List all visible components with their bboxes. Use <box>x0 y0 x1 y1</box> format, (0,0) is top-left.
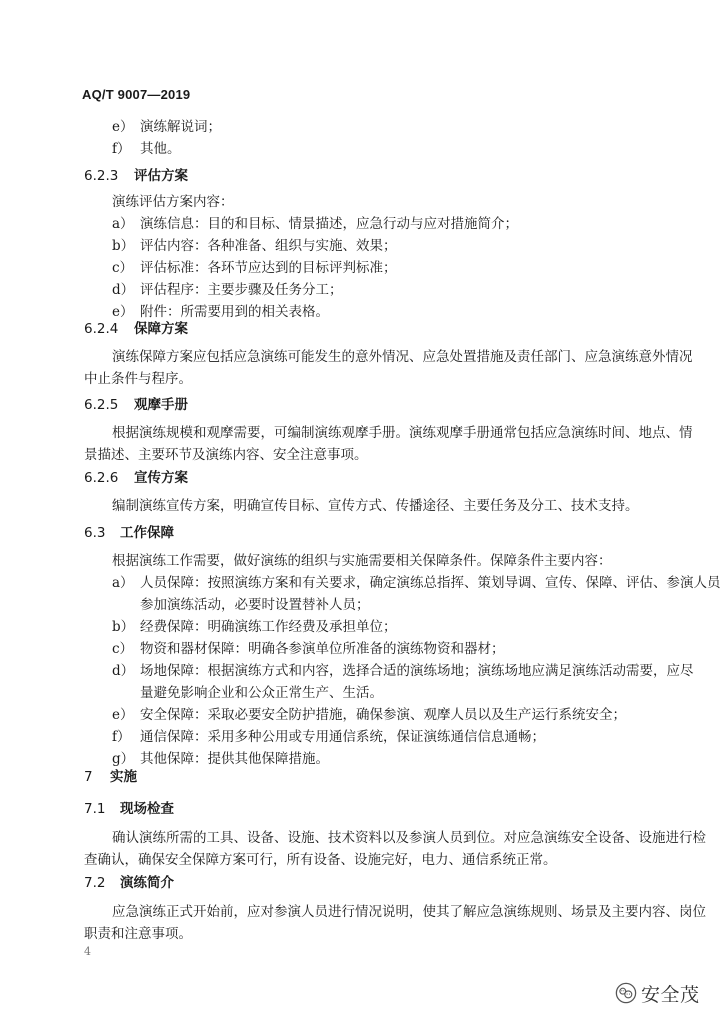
list-item-continuation: 参加演练活动，必要时设置替补人员； <box>140 597 370 613</box>
section-heading-6-2-4: 6.2.4 保障方案 <box>84 321 188 337</box>
paragraph: 职责和注意事项。 <box>84 926 192 942</box>
paragraph: 景描述、主要环节及演练内容、安全注意事项。 <box>84 447 368 463</box>
watermark <box>615 982 700 1004</box>
document-page: AQ/T 9007—2019 e） 演练解说词； f） 其他。 6.2.3 评估方案 演练评估方案内容： a） 演练信息：目的和目标、情景描述，应急行动与应对措施简介； b） 评估内容：各种准备、组织与实施、效果； c） 评估标准：各环节应达到的目标评判标准； d） 评估程序：主要步骤及任务分工； e） 附件：所需要用到的相关表格。 6.2.4 保障方案 演练保障方案应包括应急演练可能发生的意外情况、应急处置措施及责任部门、应急演练意外情况 中止条件与程序。 6.2.5 观摩手册 根据演练规模和观摩需要，可编制演练观摩手册。演练观摩手册通常包括应急演练时间、地点、情 景描述、主要环节及演练内容、安全注意事项。 6.2.6 宣传方案 编制演练宣传方案，明确宣传目标、宣传方式、传播途径、主要任务及分工、技术支持。 6.3 工作保障 根据演练工作需要，做好演练的组织与实施需要相关保障条件。保障条件主要内容： a） 人员保障：按照演练方案和有关要求，确定演练总指挥、策划导调、宣传、保障、评估、参演人员 参加演练活动，必要时设置替补人员； b） 经费保障：明确演练工作经费及承担单位； c） 物资和器材保障：明确各参演单位所准备的演练物资和器材； d） 场地保障：根据演练方式和内容，选择合适的演练场地；演练场地应满足演练活动需要，应尽 量避免影响企业和公众正常生产、生活。 e） 安全保障：采取必要安全防护措施，确保参演、观摩人员以及生产运行系统安全； f） 通信保障：采用多种公用或专用通信系统，保证演练通信信息通畅； g） 其他保障：提供其他保障措施。 7 实施 7.1 现场检查 确认演练所需的工具、设备、设施、技术资料以及参演人员到位。对应急演练安全设备、设施进行检 查确认，确保安全保障方案可行，所有设备、设施完好，电力、通信系统正常。 7.2 演练简介 应急演练正式开始前，应对参演人员进行情况说明，使其了解应急演练规则、场景及主要内容、岗位 职责和注意事项。 4 安全茂 <box>82 87 721 1006</box>
paragraph: 应急演练正式开始前，应对参演人员进行情况说明，使其了解应急演练规则、场景及主要内容、岗位 <box>112 904 706 920</box>
section-heading-6-3: 6.3 工作保障 <box>84 525 174 541</box>
paragraph: 确认演练所需的工具、设备、设施、技术资料以及参演人员到位。对应急演练安全设备、设施进行检 <box>112 830 706 846</box>
page-number: 4 <box>84 945 91 958</box>
section-heading-6-2-3: 6.2.3 评估方案 <box>84 168 188 184</box>
section-heading-7-2: 7.2 演练简介 <box>84 875 174 891</box>
paragraph: 根据演练工作需要，做好演练的组织与实施需要相关保障条件。保障条件主要内容： <box>112 553 612 569</box>
paragraph: 中止条件与程序。 <box>84 371 192 387</box>
paragraph: 演练评估方案内容： <box>112 194 234 210</box>
list-item-continuation: 量避免影响企业和公众正常生产、生活。 <box>140 685 383 701</box>
section-heading-6-2-5: 6.2.5 观摩手册 <box>84 397 188 413</box>
paragraph: 根据演练规模和观摩需要，可编制演练观摩手册。演练观摩手册通常包括应急演练时间、地点、情 <box>112 425 693 441</box>
paragraph: 演练保障方案应包括应急演练可能发生的意外情况、应急处置措施及责任部门、应急演练意外情况 <box>112 349 693 365</box>
section-heading-7-1: 7.1 现场检查 <box>84 801 174 817</box>
wechat-logo-icon <box>615 982 637 1004</box>
paragraph: 编制演练宣传方案，明确宣传目标、宣传方式、传播途径、主要任务及分工、技术支持。 <box>112 498 639 514</box>
section-heading-7: 7 实施 <box>84 769 137 785</box>
watermark-text: 安全茂 <box>641 983 700 1006</box>
standard-code-header: AQ/T 9007—2019 <box>82 87 191 102</box>
paragraph: 查确认，确保安全保障方案可行，所有设备、设施完好，电力、通信系统正常。 <box>84 852 557 868</box>
section-heading-6-2-6: 6.2.6 宣传方案 <box>84 470 188 486</box>
